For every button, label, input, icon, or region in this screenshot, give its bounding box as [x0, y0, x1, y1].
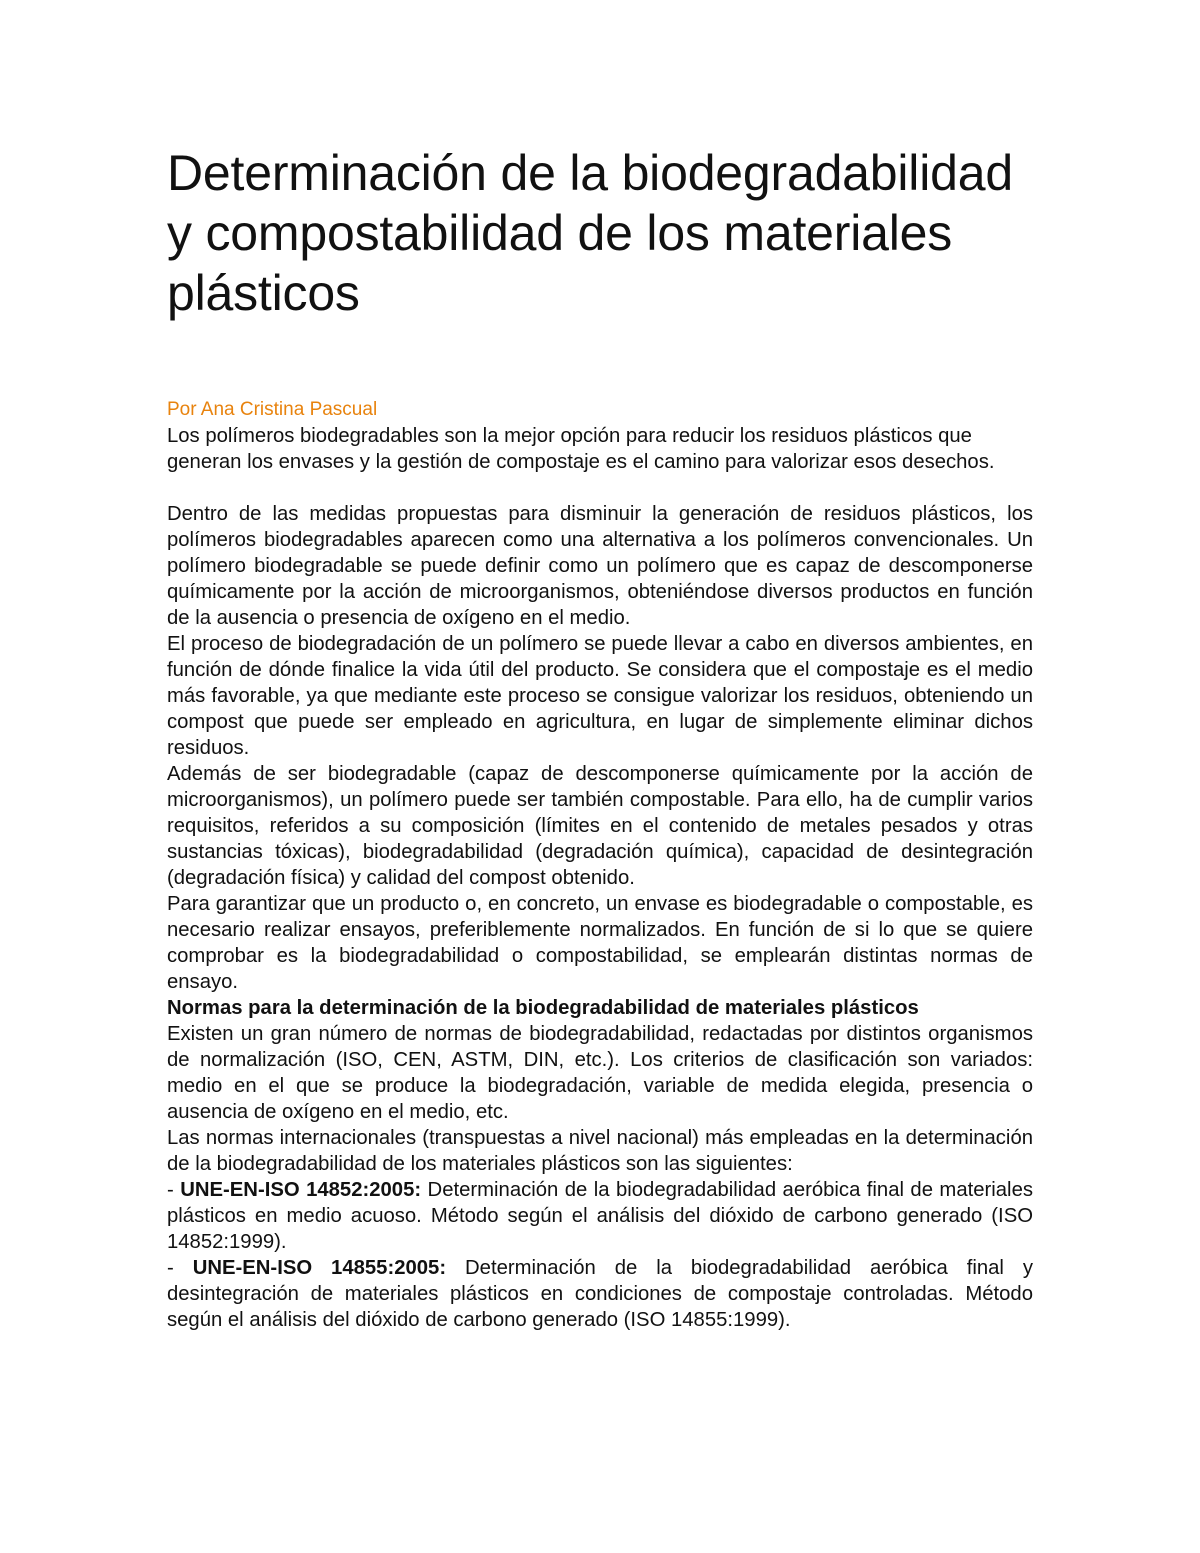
body-paragraph: El proceso de biodegradación de un polímero se puede llevar a cabo en diversos ambientes, en función de dónde finalice la vida útil del producto. Se considera que el compostaje es el medio más favorable, ya que mediante este proceso se consigue valorizar los residuos, obteniendo un compost que puede ser empleado en agricultura, en lugar de simplemente eliminar dichos residuos.: [167, 633, 1033, 759]
norm-code: UNE-EN-ISO 14855:2005:: [192, 1257, 447, 1279]
norm-description: Determinación de la biodegradabilidad aeróbica final de materiales plásticos en medio acuoso. Método según el análisis del dióxido de carbono generado (ISO 14852:1999).: [167, 1179, 1033, 1253]
body-paragraph: Además de ser biodegradable (capaz de descomponerse químicamente por la acción de microorganismos), un polímero puede ser también compostable. Para ello, ha de cumplir varios requisitos, referidos a su composición (límites en el contenido de metales pesados y otras sustancias tóxicas), biodegradabilidad (degradación química), capacidad de desintegración (degradación física) y calidad del compost obtenido.: [167, 763, 1033, 889]
body-paragraph: Existen un gran número de normas de biodegradabilidad, redactadas por distintos organismos de normalización (ISO, CEN, ASTM, DIN, etc.). Los criterios de clasificación son variados: medio en el que se produce la biodegradación, variable de medida elegida, presencia o ausencia de oxígeno en el medio, etc.: [167, 1023, 1033, 1123]
norm-dash: -: [167, 1179, 181, 1201]
norm-item: [167, 1255, 1033, 1333]
section-heading: Normas para la determinación de la biodegradabilidad de materiales plásticos: [167, 997, 919, 1019]
norm-dash: -: [167, 1257, 193, 1279]
norm-item: [167, 1177, 1033, 1255]
body-paragraph: Dentro de las medidas propuestas para disminuir la generación de residuos plásticos, los polímeros biodegradables aparecen como una alternativa a los polímeros convencionales. Un polímero biodegradable se puede definir como un polímero que es capaz de descomponerse químicamente por la acción de microorganismos, obteniéndose diversos productos en función de la ausencia o presencia de oxígeno en el medio.: [167, 503, 1033, 629]
norm-code: UNE-EN-ISO 14852:2005:: [180, 1179, 422, 1201]
intro-paragraph: Los polímeros biodegradables son la mejor opción para reducir los residuos plásticos que generan los envases y la gestión de compostaje es el camino para valorizar esos desechos.: [167, 425, 995, 473]
article-title: Determinación de la biodegradabilidad y compostabilidad de los materiales plásticos: [167, 145, 1013, 321]
norm-description: Determinación de la biodegradabilidad aeróbica final y desintegración de materiales plásticos en condiciones de compostaje controladas. Método según el análisis del dióxido de carbono generado (ISO 14855:1999).: [167, 1257, 1033, 1331]
article-author: Por Ana Cristina Pascual: [167, 399, 378, 420]
body-paragraph: Para garantizar que un producto o, en concreto, un envase es biodegradable o compostable, es necesario realizar ensayos, preferiblemente normalizados. En función de si lo que se quiere comprobar es la biodegradabilidad o compostabilidad, se emplearán distintas normas de ensayo.: [167, 893, 1033, 993]
body-paragraph: Las normas internacionales (transpuestas a nivel nacional) más empleadas en la determinación de la biodegradabilidad de los materiales plásticos son las siguientes:: [167, 1127, 1033, 1175]
article-body: [167, 423, 1033, 1333]
